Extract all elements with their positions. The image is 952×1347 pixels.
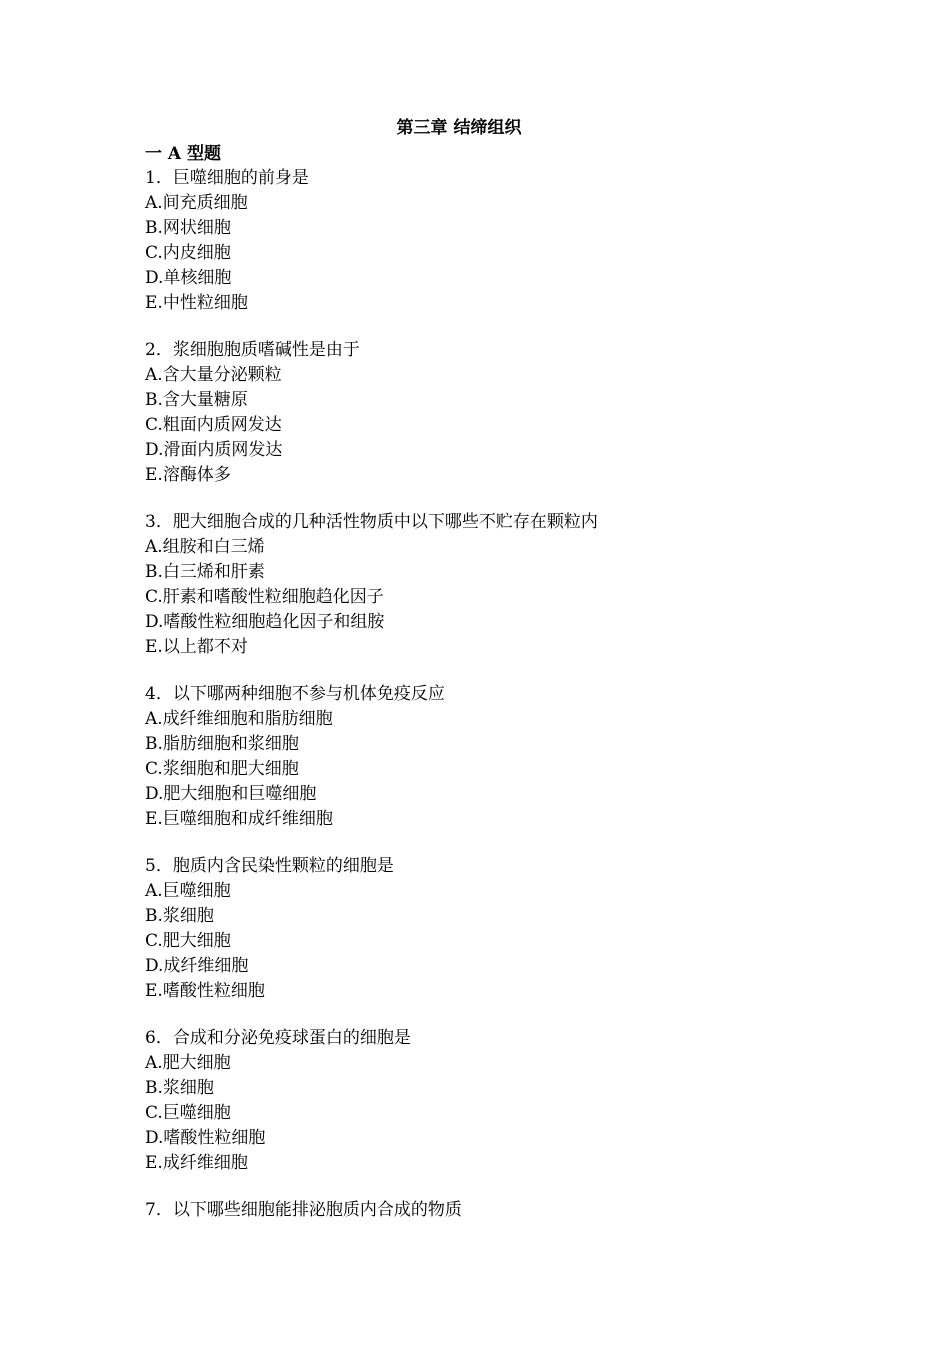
question-block	[145, 682, 785, 832]
answer-option: D.单核细胞	[145, 268, 232, 288]
question-block	[145, 166, 785, 316]
question-number: 1．	[145, 168, 173, 188]
question-number: 3．	[145, 512, 173, 532]
question-number: 2．	[145, 340, 173, 360]
section-heading: 一 A 型题	[145, 144, 222, 164]
answer-option: D.肥大细胞和巨噬细胞	[145, 784, 317, 804]
question-stem	[145, 682, 785, 707]
question-number: 5．	[145, 856, 173, 876]
question-block	[145, 1198, 785, 1223]
answer-option: E.中性粒细胞	[145, 293, 248, 313]
question-stem	[145, 338, 785, 363]
question-stem	[145, 166, 785, 191]
answer-option: B.网状细胞	[145, 218, 231, 238]
question-stem	[145, 1198, 785, 1223]
question-stem	[145, 1026, 785, 1051]
question-number: 6．	[145, 1028, 173, 1048]
answer-option: A.成纤维细胞和脂肪细胞	[145, 709, 333, 729]
chapter-title: 第三章 结缔组织	[396, 118, 522, 138]
question-block	[145, 510, 785, 660]
answer-option: B.含大量糖原	[145, 390, 248, 410]
question-text: 合成和分泌免疫球蛋白的细胞是	[172, 1028, 411, 1048]
answer-option: C.巨噬细胞	[145, 1103, 231, 1123]
answer-option: E.溶酶体多	[145, 465, 231, 485]
answer-option: A.组胺和白三烯	[145, 537, 265, 557]
answer-option: A.含大量分泌颗粒	[145, 365, 282, 385]
question-text: 浆细胞胞质嗜碱性是由于	[172, 340, 360, 360]
answer-option: B.浆细胞	[145, 1078, 214, 1098]
question-text: 肥大细胞合成的几种活性物质中以下哪些不贮存在颗粒内	[172, 512, 598, 532]
question-number: 7．	[145, 1200, 173, 1220]
question-list	[145, 166, 785, 1245]
answer-option: C.内皮细胞	[145, 243, 231, 263]
question-text: 胞质内含民染性颗粒的细胞是	[172, 856, 394, 876]
answer-option: A.肥大细胞	[145, 1053, 231, 1073]
question-text: 以下哪两种细胞不参与机体免疫反应	[172, 684, 445, 704]
answer-option: C.肝素和嗜酸性粒细胞趋化因子	[145, 587, 384, 607]
question-text: 以下哪些细胞能排泌胞质内合成的物质	[172, 1200, 462, 1220]
answer-option: E.巨噬细胞和成纤维细胞	[145, 809, 333, 829]
question-block	[145, 1026, 785, 1176]
answer-option: B.白三烯和肝素	[145, 562, 265, 582]
question-stem	[145, 510, 785, 535]
question-number: 4．	[145, 684, 173, 704]
answer-option: A.间充质细胞	[145, 193, 248, 213]
answer-option: D.嗜酸性粒细胞趋化因子和组胺	[145, 612, 385, 632]
answer-option: C.浆细胞和肥大细胞	[145, 759, 299, 779]
answer-option: D.嗜酸性粒细胞	[145, 1128, 266, 1148]
question-block	[145, 338, 785, 488]
question-block	[145, 854, 785, 1004]
question-stem	[145, 854, 785, 879]
question-text: 巨噬细胞的前身是	[172, 168, 309, 188]
answer-option: B.脂肪细胞和浆细胞	[145, 734, 299, 754]
answer-option: E.以上都不对	[145, 637, 248, 657]
answer-option: C.肥大细胞	[145, 931, 231, 951]
answer-option: C.粗面内质网发达	[145, 415, 282, 435]
answer-option: D.成纤维细胞	[145, 956, 249, 976]
answer-option: E.成纤维细胞	[145, 1153, 248, 1173]
answer-option: A.巨噬细胞	[145, 881, 231, 901]
answer-option: B.浆细胞	[145, 906, 214, 926]
answer-option: D.滑面内质网发达	[145, 440, 283, 460]
answer-option: E.嗜酸性粒细胞	[145, 981, 265, 1001]
